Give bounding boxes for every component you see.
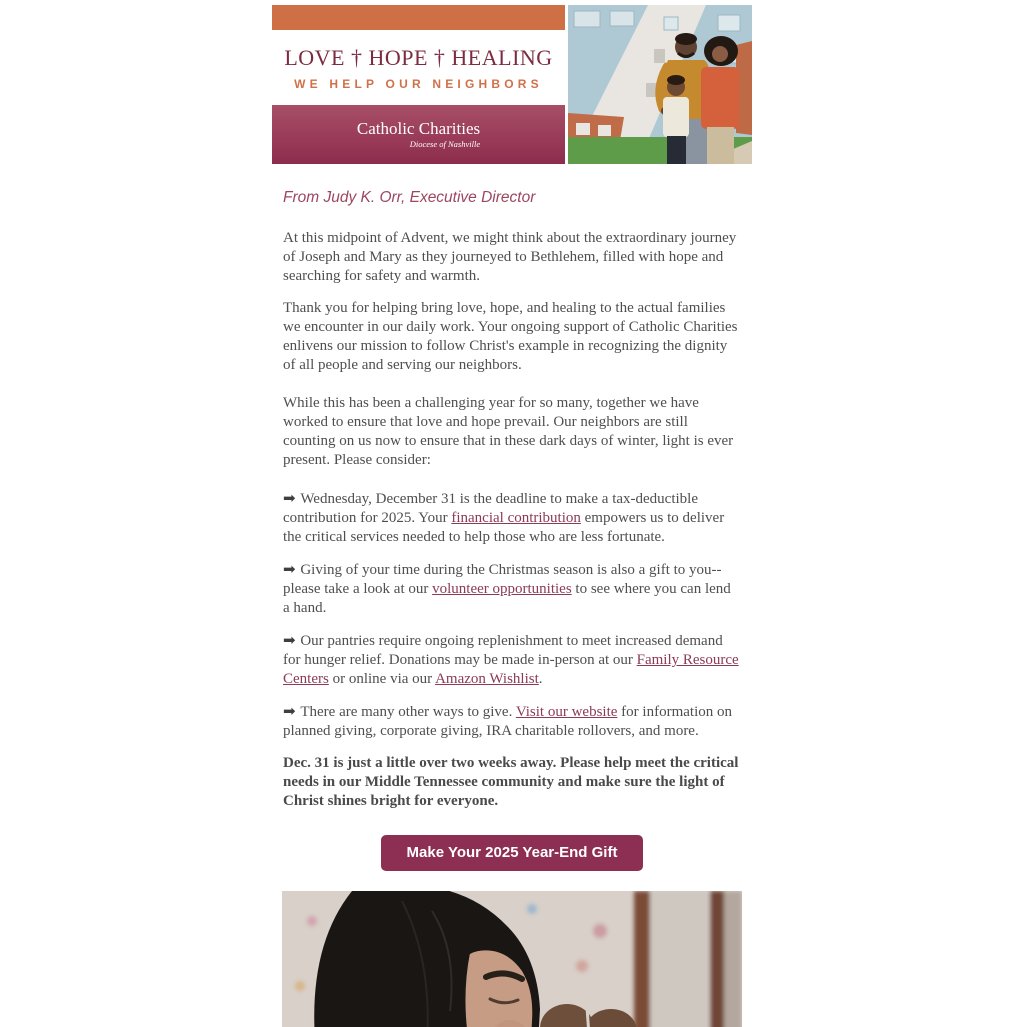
- volunteer-opportunities-link[interactable]: volunteer opportunities: [432, 581, 572, 597]
- bullet-volunteer: [283, 560, 741, 618]
- text-run: for information on planned giving, corporate giving, IRA charitable rollovers, and more.: [283, 704, 732, 739]
- bullet-other-ways: [283, 702, 741, 741]
- family-resource-centers-link[interactable]: Family Resource Centers: [283, 652, 739, 687]
- paragraph-challenging-year: While this has been a challenging year for so many, together we have worked to ensure that love and hope prevail. Our neighbors are still counting on us now to ensure that in these dark days of winter, light is ever present. Please consider:: [283, 395, 734, 468]
- visit-our-website-link[interactable]: Visit our website: [515, 704, 618, 720]
- brand-title: LOVE † HOPE † HEALING: [284, 44, 553, 70]
- paragraph-urgency: Dec. 31 is just a little over two weeks away. Please help meet the critical needs in our Middle Tennessee community and make sure the light of Christ shines bright for everyone.: [283, 755, 739, 809]
- amazon-wishlist-link[interactable]: Amazon Wishlist: [435, 671, 539, 687]
- email-body: [272, 0, 752, 1027]
- orange-top-bar: [272, 5, 565, 30]
- text-run: or online via our: [328, 671, 436, 687]
- paragraph-thank-you: Thank you for helping bring love, hope, and healing to the actual families we encounter in our daily work. Your ongoing support of Catholic Charities enlivens our mission to follow Christ's example in recognizing the dignity of all people and serving our neighbors.: [283, 300, 738, 373]
- cta-row: [283, 835, 741, 871]
- bullet-pantries: [283, 631, 741, 689]
- bottom-photo-frame: [282, 891, 742, 1027]
- text-run: Giving of your time during the Christmas season is also a gift to you--please take a look at our: [283, 562, 722, 597]
- woman-holding-child-photo: [282, 891, 742, 1027]
- org-name: Catholic Charities: [356, 119, 481, 138]
- text-run: to see where you can lend a hand.: [283, 581, 731, 616]
- org-block: [357, 120, 480, 149]
- year-end-gift-button[interactable]: Make Your 2025 Year-End Gift: [381, 835, 644, 871]
- text-run: .: [538, 671, 543, 687]
- arrow-icon: ➡: [283, 560, 301, 578]
- from-line: From Judy K. Orr, Executive Director: [283, 189, 536, 206]
- family-photo: [568, 5, 752, 164]
- brand-panel: [272, 5, 565, 164]
- brand-title-block: [272, 30, 565, 105]
- text-run: There are many other ways to give.: [300, 704, 516, 720]
- bullet-deadline: [283, 489, 741, 547]
- header-banner: [272, 5, 752, 164]
- arrow-icon: ➡: [283, 489, 301, 507]
- letter-content: [272, 188, 752, 871]
- paragraph-advent: At this midpoint of Advent, we might think about the extraordinary journey of Joseph and Mary as they journeyed to Bethlehem, filled with hope and searching for safety and warmth.: [283, 230, 737, 284]
- door-frame: [634, 891, 742, 1027]
- text-run: Wednesday, December 31 is the deadline to make a tax-deductible contribution for 2025. Your: [283, 491, 699, 526]
- arrow-icon: ➡: [283, 702, 301, 720]
- org-name-band: [272, 105, 565, 164]
- org-subtitle: Diocese of Nashville: [409, 139, 481, 149]
- text-run: empowers us to deliver the critical services needed to help those who are less fortunate.: [283, 510, 725, 545]
- arrow-icon: ➡: [283, 631, 301, 649]
- financial-contribution-link[interactable]: financial contribution: [451, 510, 581, 526]
- text-run: Our pantries require ongoing replenishment to meet increased demand for hunger relief. Donations may be made in-person at our: [283, 633, 723, 668]
- brand-tagline: WE HELP OUR NEIGHBORS: [294, 76, 543, 91]
